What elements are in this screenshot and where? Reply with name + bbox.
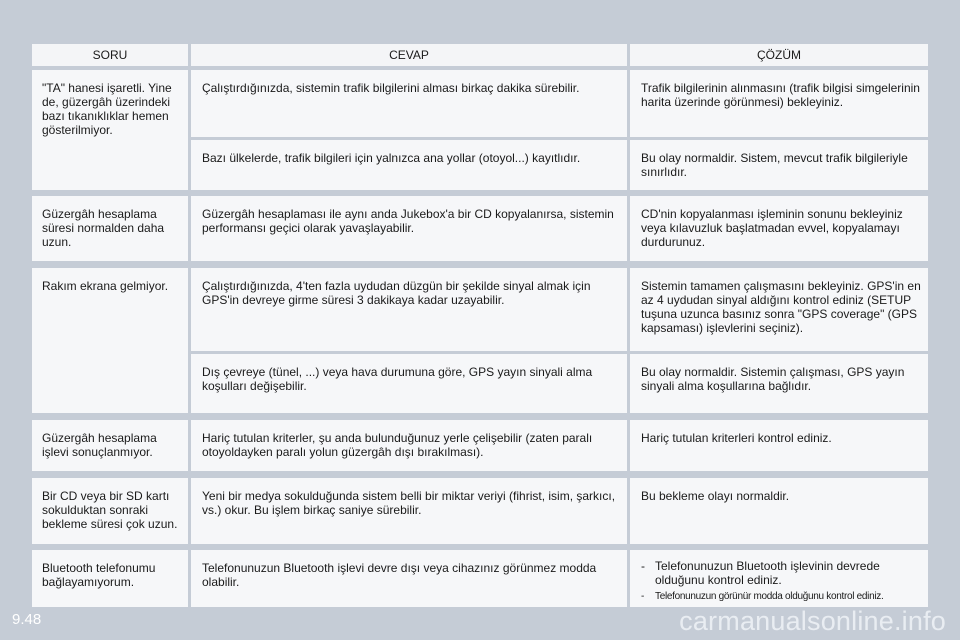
solution-list-item: - Telefonunuzun görünür modda olduğunu kontrol ediniz. bbox=[641, 590, 922, 604]
question-cell: Güzergâh hesaplama süresi normalden daha uzun. bbox=[32, 196, 188, 261]
question-cell: Rakım ekrana gelmiyor. bbox=[32, 268, 188, 413]
answer-cell: Dış çevreye (tünel, ...) veya hava durumuna göre, GPS yayın sinyali alma koşulları değişebilir. bbox=[191, 354, 627, 413]
answer-cell: Telefonunuzun Bluetooth işlevi devre dışı veya cihazınız görünmez modda olabilir. bbox=[191, 550, 627, 607]
solution-cell: Sistemin tamamen çalışmasını bekleyiniz. GPS'in en az 4 uydudan sinyal aldığını kontrol ediniz (SETUP tuşuna uzunca basınız sonra "GPS coverage" (GPS kapsaması) işlevlerini seçiniz). bbox=[630, 268, 928, 351]
solution-cell bbox=[630, 550, 928, 607]
page-number: 9.48 bbox=[12, 611, 42, 628]
solution-cell: Bu olay normaldir. Sistem, mevcut trafik bilgileriyle sınırlıdır. bbox=[630, 140, 928, 190]
header-solution: ÇÖZÜM bbox=[630, 44, 928, 66]
solution-cell: Trafik bilgilerinin alınmasını (trafik bilgisi simgelerinin harita üzerinde görünmesi) bekleyiniz. bbox=[630, 70, 928, 137]
question-cell: "TA" hanesi işaretli. Yine de, güzergâh üzerindeki bazı tıkanıklıklar hemen gösterilmiyor. bbox=[32, 70, 188, 190]
answer-cell: Hariç tutulan kriterler, şu anda bulunduğunuz yerle çelişebilir (zaten paralı otoyoldayken paralı yolun güzergâh dışı bırakılması). bbox=[191, 420, 627, 471]
answer-cell: Yeni bir medya sokulduğunda sistem belli bir miktar veriyi (fihrist, isim, şarkıcı, vs.) okur. Bu işlem birkaç saniye sürebilir. bbox=[191, 478, 627, 544]
answer-cell: Güzergâh hesaplaması ile aynı anda Jukebox'a bir CD kopyalanırsa, sistemin performansı geçici olarak yavaşlayabilir. bbox=[191, 196, 627, 261]
header-answer: CEVAP bbox=[191, 44, 627, 66]
answer-cell: Çalıştırdığınızda, 4'ten fazla uydudan düzgün bir şekilde sinyal almak için GPS'in devreye girme süresi 3 dakikaya kadar uzayabilir. bbox=[191, 268, 627, 351]
answer-cell: Bazı ülkelerde, trafik bilgileri için yalnızca ana yollar (otoyol...) kayıtlıdır. bbox=[191, 140, 627, 190]
header-question: SORU bbox=[32, 44, 188, 66]
solution-cell: Bu olay normaldir. Sistemin çalışması, GPS yayın sinyali alma koşullarına bağlıdır. bbox=[630, 354, 928, 413]
question-cell: Bluetooth telefonumu bağlayamıyorum. bbox=[32, 550, 188, 607]
question-cell: Bir CD veya bir SD kartı sokulduktan sonraki bekleme süresi çok uzun. bbox=[32, 478, 188, 544]
watermark: carmanualsonline.info bbox=[679, 606, 946, 636]
solution-cell: Bu bekleme olayı normaldir. bbox=[630, 478, 928, 544]
solution-list-item: - Telefonunuzun Bluetooth işlevinin devrede olduğunu kontrol ediniz. bbox=[641, 559, 922, 587]
solution-cell: Hariç tutulan kriterleri kontrol ediniz. bbox=[630, 420, 928, 471]
solution-cell: CD'nin kopyalanması işleminin sonunu bekleyiniz veya kılavuzluk başlatmadan evvel, kopyalamayı durdurunuz. bbox=[630, 196, 928, 261]
question-cell: Güzergâh hesaplama işlevi sonuçlanmıyor. bbox=[32, 420, 188, 471]
solution-list bbox=[641, 559, 922, 604]
answer-cell: Çalıştırdığınızda, sistemin trafik bilgilerini alması birkaç dakika sürebilir. bbox=[191, 70, 627, 137]
